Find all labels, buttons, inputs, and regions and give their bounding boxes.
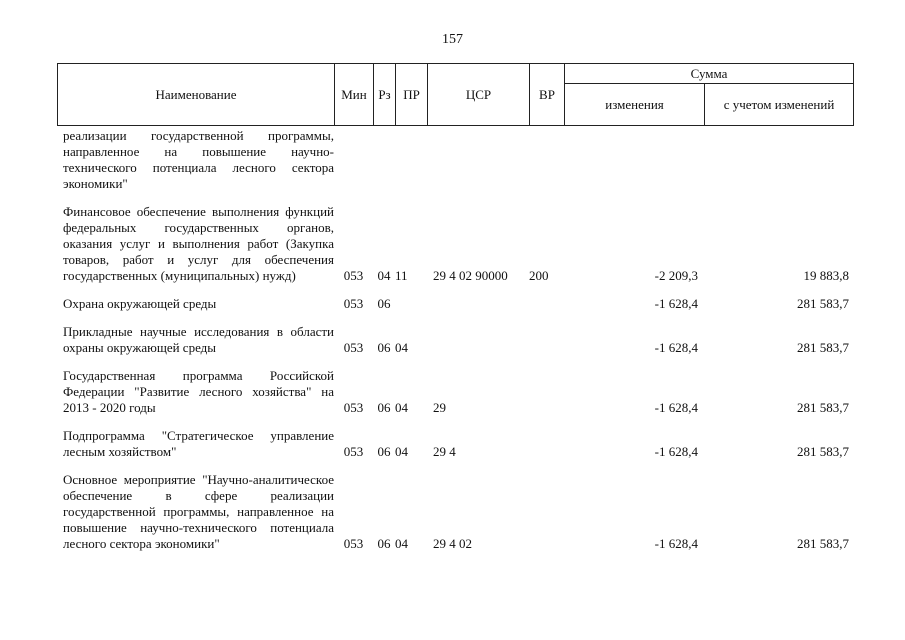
- row-min: 053: [343, 536, 364, 551]
- row-name: Охрана окружающей среды: [63, 296, 217, 311]
- header-sum: Сумма: [565, 64, 854, 84]
- row-csr: 29: [433, 400, 446, 415]
- row-rz: 06: [377, 296, 391, 311]
- header-name: Наименование: [58, 64, 335, 126]
- table-header: [57, 63, 854, 126]
- row-pr: 04: [395, 536, 408, 551]
- row-total: 281 583,7: [797, 400, 849, 415]
- row-change: -1 628,4: [654, 536, 698, 551]
- row-name: Подпрограмма "Стратегическое управление лесным хозяйством": [63, 428, 334, 459]
- row-total: 281 583,7: [797, 340, 849, 355]
- row-name: Прикладные научные исследования в области охраны окружающей среды: [63, 324, 334, 355]
- row-rz: 04: [377, 268, 391, 283]
- header-rz: Рз: [374, 64, 396, 126]
- row-change: -1 628,4: [654, 444, 698, 459]
- table-row: [57, 204, 853, 284]
- row-change: -2 209,3: [654, 268, 698, 283]
- page-number: 157: [442, 32, 463, 47]
- row-csr: 29 4: [433, 444, 456, 459]
- row-min: 053: [343, 444, 364, 459]
- row-min: 053: [343, 340, 364, 355]
- row-pr: 11: [395, 268, 408, 283]
- header-min: Мин: [335, 64, 374, 126]
- row-change: -1 628,4: [654, 340, 698, 355]
- row-vr: 200: [529, 268, 549, 283]
- row-min: 053: [343, 296, 364, 311]
- row-csr: 29 4 02: [433, 536, 472, 551]
- row-change: -1 628,4: [654, 400, 698, 415]
- table-row: [57, 472, 853, 552]
- row-rz: 06: [377, 444, 391, 459]
- row-csr: 29 4 02 90000: [433, 268, 508, 283]
- table-row: [57, 324, 853, 356]
- table-row: [57, 368, 853, 416]
- row-total: 281 583,7: [797, 536, 849, 551]
- header-csr: ЦСР: [428, 64, 530, 126]
- row-name: Государственная программа Российской Федерации "Развитие лесного хозяйства" на 2013 - 2020 годы: [63, 368, 334, 415]
- row-rz: 06: [377, 340, 391, 355]
- row-total: 281 583,7: [797, 444, 849, 459]
- row-pr: 04: [395, 340, 408, 355]
- row-pr: 04: [395, 400, 408, 415]
- row-rz: 06: [377, 400, 391, 415]
- row-min: 053: [343, 268, 364, 283]
- table-body: [57, 128, 853, 552]
- header-total: с учетом изменений: [705, 84, 854, 126]
- row-name: Финансовое обеспечение выполнения функций федеральных государственных органов, оказания услуг и выполнения работ (Закупка товаров, работ и услуг для обеспечения государственных (муниципальных) нужд): [63, 204, 334, 283]
- header-pr: ПР: [396, 64, 428, 126]
- row-change: -1 628,4: [654, 296, 698, 311]
- table-row: [57, 296, 853, 312]
- row-name: реализации государственной программы, направленное на повышение научно-технического потенциала лесного сектора экономики": [63, 128, 334, 191]
- row-total: 19 883,8: [803, 268, 849, 283]
- row-name: Основное мероприятие "Научно-аналитическое обеспечение в сфере реализации государственной программы, направленное на повышение научно-технического потенциала лесного сектора экономики": [63, 472, 334, 551]
- row-min: 053: [343, 400, 364, 415]
- table-row: [57, 428, 853, 460]
- header-change: изменения: [565, 84, 705, 126]
- row-pr: 04: [395, 444, 408, 459]
- row-total: 281 583,7: [797, 296, 849, 311]
- table-row: [57, 128, 853, 192]
- header-vr: ВР: [530, 64, 565, 126]
- row-rz: 06: [377, 536, 391, 551]
